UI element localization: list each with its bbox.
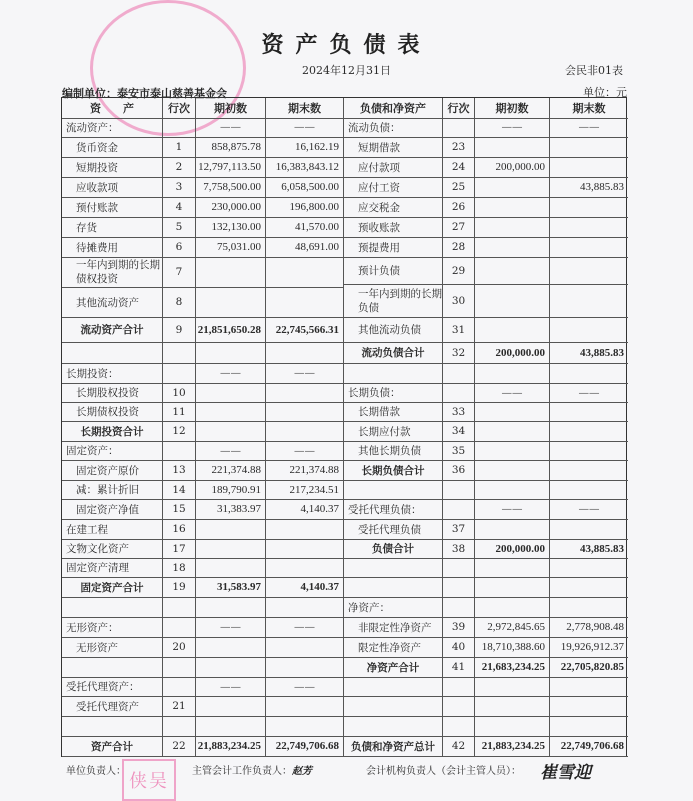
unit-label: 单位：元 — [583, 86, 627, 99]
asset-row-row-number: 5 — [163, 218, 196, 238]
asset-row-end-value — [266, 384, 344, 403]
asset-row-end-value: —— — [266, 678, 344, 697]
asset-row-end-value: 4,140.37 — [266, 500, 344, 520]
liability-row-row-number: 38 — [443, 540, 475, 559]
asset-row-begin-value: 75,031.00 — [196, 238, 266, 258]
asset-row-end-value: —— — [266, 118, 344, 138]
liability-row-row-number — [443, 481, 475, 500]
asset-row-begin-value — [196, 697, 266, 717]
asset-row-label: 流动资产： — [62, 118, 163, 138]
liability-row-begin-value — [475, 364, 550, 384]
liability-row-row-number: 33 — [443, 403, 475, 422]
asset-row-label: 受托代理资产： — [62, 678, 163, 697]
asset-row-begin-value — [196, 343, 266, 364]
asset-row-row-number: 21 — [163, 697, 196, 717]
column-header-left-begin: 期初数 — [196, 98, 266, 119]
asset-row-begin-value — [196, 598, 266, 618]
liability-row-end-value — [550, 578, 628, 598]
asset-row-begin-value: —— — [196, 442, 266, 461]
liability-row-label: 长期借款 — [344, 403, 443, 422]
liability-row-end-value: 43,885.83 — [550, 540, 628, 559]
liability-row-row-number — [443, 500, 475, 520]
liability-row-end-value: 19,926,912.37 — [550, 638, 628, 658]
liability-row-end-value — [550, 258, 628, 285]
liability-row-row-number: 25 — [443, 178, 475, 198]
asset-row-begin-value: 7,758,500.00 — [196, 178, 266, 198]
asset-row-label — [62, 343, 163, 364]
asset-row-label: 在建工程 — [62, 520, 163, 540]
liab-equity-total-label: 负债和净资产总计 — [344, 737, 443, 757]
asset-row-begin-value — [196, 384, 266, 403]
asset-row-end-value — [266, 638, 344, 658]
asset-row-end-value: —— — [266, 442, 344, 461]
liability-row-begin-value — [475, 422, 550, 442]
column-header-right-row: 行次 — [443, 98, 475, 119]
liability-row-label: 一年内到期的长期负债 — [344, 285, 443, 318]
asset-row-begin-value: —— — [196, 118, 266, 138]
liability-row-begin-value — [475, 442, 550, 461]
liability-row-begin-value — [475, 403, 550, 422]
liability-row-begin-value: 2,972,845.65 — [475, 618, 550, 638]
liability-row-label: 预计负债 — [344, 258, 443, 285]
liability-row-label — [344, 481, 443, 500]
organization-label: 编制单位：泰安市泰山慈善基金会 — [62, 87, 227, 100]
liability-row-end-value — [550, 318, 628, 343]
liability-row-label: 非限定性净资产 — [344, 618, 443, 638]
liability-row-begin-value: —— — [475, 384, 550, 403]
liability-row-end-value: 2,778,908.48 — [550, 618, 628, 638]
asset-row-label — [62, 717, 163, 737]
department-head-signature: 崔雪迎 — [540, 763, 591, 783]
liability-row-row-number — [443, 578, 475, 598]
asset-row-row-number: 3 — [163, 178, 196, 198]
asset-row-end-value — [266, 403, 344, 422]
liability-row-begin-value — [475, 218, 550, 238]
asset-row-row-number: 17 — [163, 540, 196, 559]
liability-row-label: 应付工资 — [344, 178, 443, 198]
asset-row-label: 长期投资合计 — [62, 422, 163, 442]
liability-row-row-number: 36 — [443, 461, 475, 481]
asset-row-label: 存货 — [62, 218, 163, 238]
asset-row-end-value — [266, 598, 344, 618]
liability-row-label — [344, 678, 443, 697]
liability-row-end-value: —— — [550, 500, 628, 520]
liability-row-end-value — [550, 158, 628, 178]
asset-row-begin-value — [196, 258, 266, 288]
liability-row-end-value: 43,885.83 — [550, 343, 628, 364]
asset-row-row-number: 16 — [163, 520, 196, 540]
asset-row-label: 固定资产： — [62, 442, 163, 461]
liability-row-row-number — [443, 364, 475, 384]
accounting-head-signature: 赵芳 — [292, 766, 312, 777]
asset-row-begin-value — [196, 638, 266, 658]
asset-row-begin-value — [196, 403, 266, 422]
liability-row-label — [344, 364, 443, 384]
liability-row-begin-value — [475, 520, 550, 540]
asset-row-end-value: 6,058,500.00 — [266, 178, 344, 198]
liability-row-end-value — [550, 198, 628, 218]
asset-row-label: 固定资产清理 — [62, 559, 163, 578]
unit-head-seal: 侠吴 — [122, 759, 176, 801]
asset-row-end-value: 221,374.88 — [266, 461, 344, 481]
liability-row-begin-value — [475, 461, 550, 481]
liability-row-row-number — [443, 118, 475, 138]
liability-row-label — [344, 559, 443, 578]
asset-row-row-number — [163, 118, 196, 138]
asset-row-begin-value: 858,875.78 — [196, 138, 266, 158]
asset-row-label: 流动资产合计 — [62, 318, 163, 343]
asset-row-begin-value — [196, 540, 266, 559]
asset-row-end-value — [266, 422, 344, 442]
asset-row-label: 待摊费用 — [62, 238, 163, 258]
asset-row-end-value — [266, 520, 344, 540]
liability-row-begin-value — [475, 138, 550, 158]
asset-row-label — [62, 658, 163, 678]
assets-total-end-value: 22,749,706.68 — [266, 737, 344, 757]
liability-row-row-number: 26 — [443, 198, 475, 218]
asset-row-end-value — [266, 658, 344, 678]
liability-row-end-value — [550, 717, 628, 737]
asset-row-end-value — [266, 258, 344, 288]
asset-row-end-value: 196,800.00 — [266, 198, 344, 218]
liability-row-begin-value — [475, 697, 550, 717]
asset-row-end-value: 48,691.00 — [266, 238, 344, 258]
liability-row-row-number: 41 — [443, 658, 475, 678]
asset-row-row-number — [163, 678, 196, 697]
asset-row-label: 长期债权投资 — [62, 403, 163, 422]
liability-row-begin-value — [475, 258, 550, 285]
report-date: 2024年12月31日 — [302, 64, 391, 77]
liability-row-row-number: 40 — [443, 638, 475, 658]
liability-row-label: 其他流动负债 — [344, 318, 443, 343]
asset-row-label: 无形资产： — [62, 618, 163, 638]
asset-row-label: 长期投资： — [62, 364, 163, 384]
liability-row-begin-value: 200,000.00 — [475, 343, 550, 364]
asset-row-label: 无形资产 — [62, 638, 163, 658]
asset-row-end-value — [266, 559, 344, 578]
asset-row-begin-value: 189,790.91 — [196, 481, 266, 500]
liability-row-row-number — [443, 697, 475, 717]
asset-row-row-number: 2 — [163, 158, 196, 178]
liability-row-begin-value — [475, 598, 550, 618]
liability-row-row-number: 30 — [443, 285, 475, 318]
asset-row-row-number — [163, 343, 196, 364]
asset-row-label: 预付账款 — [62, 198, 163, 218]
asset-row-begin-value: 230,000.00 — [196, 198, 266, 218]
footer-department-head — [366, 762, 521, 777]
liability-row-end-value: —— — [550, 384, 628, 403]
asset-row-label: 减：累计折旧 — [62, 481, 163, 500]
liability-row-row-number: 39 — [443, 618, 475, 638]
asset-row-end-value — [266, 288, 344, 318]
balance-sheet-table — [61, 97, 627, 757]
asset-row-begin-value: 132,130.00 — [196, 218, 266, 238]
asset-row-end-value: 4,140.37 — [266, 578, 344, 598]
asset-row-end-value: —— — [266, 364, 344, 384]
column-header-right-end: 期末数 — [550, 98, 628, 119]
liability-row-end-value: 43,885.83 — [550, 178, 628, 198]
footer-unit-head: 单位负责人： — [66, 766, 126, 777]
asset-row-row-number — [163, 618, 196, 638]
asset-row-label — [62, 598, 163, 618]
liability-row-row-number: 32 — [443, 343, 475, 364]
liability-row-label: 受托代理负债： — [344, 500, 443, 520]
asset-row-begin-value: 12,797,113.50 — [196, 158, 266, 178]
liability-row-row-number — [443, 384, 475, 403]
liability-row-label: 受托代理负债 — [344, 520, 443, 540]
asset-row-label: 文物文化资产 — [62, 540, 163, 559]
asset-row-row-number — [163, 598, 196, 618]
liability-row-label: 限定性净资产 — [344, 638, 443, 658]
asset-row-begin-value: 31,583.97 — [196, 578, 266, 598]
asset-row-end-value — [266, 717, 344, 737]
asset-row-row-number: 18 — [163, 559, 196, 578]
asset-row-end-value: 217,234.51 — [266, 481, 344, 500]
asset-row-label: 固定资产净值 — [62, 500, 163, 520]
liability-row-end-value — [550, 520, 628, 540]
liability-row-row-number: 27 — [443, 218, 475, 238]
asset-row-begin-value — [196, 658, 266, 678]
liability-row-end-value — [550, 442, 628, 461]
footer-accounting-head-label: 主管会计工作负责人： — [192, 766, 292, 777]
asset-row-row-number: 15 — [163, 500, 196, 520]
liability-row-begin-value: —— — [475, 118, 550, 138]
liab-equity-total-begin-value: 21,883,234.25 — [475, 737, 550, 757]
liability-row-label: 应交税金 — [344, 198, 443, 218]
asset-row-row-number: 11 — [163, 403, 196, 422]
liability-row-end-value — [550, 422, 628, 442]
liability-row-row-number: 35 — [443, 442, 475, 461]
asset-row-begin-value: 21,851,650.28 — [196, 318, 266, 343]
liability-row-row-number — [443, 559, 475, 578]
asset-row-label: 受托代理资产 — [62, 697, 163, 717]
asset-row-end-value: 22,745,566.31 — [266, 318, 344, 343]
liability-row-end-value — [550, 559, 628, 578]
footer-accounting-head — [192, 762, 312, 777]
asset-row-row-number: 20 — [163, 638, 196, 658]
asset-row-begin-value — [196, 717, 266, 737]
asset-row-begin-value — [196, 422, 266, 442]
liability-row-end-value — [550, 598, 628, 618]
asset-row-end-value: 16,383,843.12 — [266, 158, 344, 178]
liability-row-row-number — [443, 717, 475, 737]
asset-row-row-number: 6 — [163, 238, 196, 258]
column-header-right-name: 负债和净资产 — [344, 98, 443, 119]
liability-row-begin-value — [475, 717, 550, 737]
liability-row-end-value — [550, 238, 628, 258]
liability-row-row-number: 24 — [443, 158, 475, 178]
form-number: 会民非01表 — [565, 64, 623, 77]
liability-row-begin-value — [475, 481, 550, 500]
liability-row-end-value — [550, 403, 628, 422]
asset-row-begin-value — [196, 559, 266, 578]
liability-row-label: 预收账款 — [344, 218, 443, 238]
asset-row-end-value: 16,162.19 — [266, 138, 344, 158]
asset-row-end-value — [266, 540, 344, 559]
asset-row-label: 其他流动资产 — [62, 288, 163, 318]
liability-row-label: 长期负债： — [344, 384, 443, 403]
liability-row-begin-value: 200,000.00 — [475, 540, 550, 559]
liability-row-row-number: 28 — [443, 238, 475, 258]
liab-equity-total-end-value: 22,749,706.68 — [550, 737, 628, 757]
liability-row-end-value — [550, 364, 628, 384]
liability-row-row-number: 34 — [443, 422, 475, 442]
asset-row-end-value — [266, 697, 344, 717]
assets-total-row-number: 22 — [163, 737, 196, 757]
asset-row-begin-value — [196, 520, 266, 540]
liability-row-row-number — [443, 598, 475, 618]
asset-row-end-value: —— — [266, 618, 344, 638]
asset-row-begin-value: —— — [196, 618, 266, 638]
asset-row-row-number: 10 — [163, 384, 196, 403]
liability-row-begin-value — [475, 678, 550, 697]
liability-row-begin-value — [475, 198, 550, 218]
liab-equity-total-row-number: 42 — [443, 737, 475, 757]
liability-row-row-number: 37 — [443, 520, 475, 540]
assets-total-begin-value: 21,883,234.25 — [196, 737, 266, 757]
liability-row-label — [344, 578, 443, 598]
asset-row-row-number: 1 — [163, 138, 196, 158]
asset-row-begin-value: —— — [196, 364, 266, 384]
liability-row-label: 应付款项 — [344, 158, 443, 178]
liability-row-end-value: 22,705,820.85 — [550, 658, 628, 678]
asset-row-row-number: 14 — [163, 481, 196, 500]
liability-row-end-value — [550, 461, 628, 481]
liability-row-label: 负债合计 — [344, 540, 443, 559]
liability-row-label: 流动负债： — [344, 118, 443, 138]
asset-row-row-number: 12 — [163, 422, 196, 442]
liability-row-row-number: 29 — [443, 258, 475, 285]
asset-row-label: 一年内到期的长期债权投资 — [62, 258, 163, 288]
liability-row-label — [344, 717, 443, 737]
liability-row-label: 长期负债合计 — [344, 461, 443, 481]
asset-row-begin-value — [196, 288, 266, 318]
liability-row-begin-value: 21,683,234.25 — [475, 658, 550, 678]
liability-row-end-value — [550, 697, 628, 717]
asset-row-end-value — [266, 343, 344, 364]
liability-row-begin-value — [475, 238, 550, 258]
liability-row-begin-value — [475, 178, 550, 198]
liability-row-end-value — [550, 481, 628, 500]
asset-row-label: 货币资金 — [62, 138, 163, 158]
liability-row-label: 流动负债合计 — [344, 343, 443, 364]
asset-row-row-number: 4 — [163, 198, 196, 218]
asset-row-row-number: 9 — [163, 318, 196, 343]
asset-row-row-number — [163, 364, 196, 384]
asset-row-row-number: 7 — [163, 258, 196, 288]
liability-row-end-value — [550, 285, 628, 318]
asset-row-begin-value: 31,383.97 — [196, 500, 266, 520]
liability-row-begin-value: 18,710,388.60 — [475, 638, 550, 658]
liability-row-label — [344, 697, 443, 717]
asset-row-begin-value: —— — [196, 678, 266, 697]
asset-row-row-number — [163, 442, 196, 461]
liability-row-begin-value — [475, 578, 550, 598]
asset-row-row-number: 8 — [163, 288, 196, 318]
asset-row-label: 应收款项 — [62, 178, 163, 198]
liability-row-begin-value: 200,000.00 — [475, 158, 550, 178]
asset-row-label: 固定资产合计 — [62, 578, 163, 598]
liability-row-label: 预提费用 — [344, 238, 443, 258]
liability-row-label: 短期借款 — [344, 138, 443, 158]
liability-row-end-value — [550, 138, 628, 158]
asset-row-label: 短期投资 — [62, 158, 163, 178]
asset-row-begin-value: 221,374.88 — [196, 461, 266, 481]
liability-row-label: 其他长期负债 — [344, 442, 443, 461]
page-title: 资产负债表 — [261, 32, 432, 58]
liability-row-begin-value — [475, 559, 550, 578]
asset-row-label: 固定资产原价 — [62, 461, 163, 481]
liability-row-label: 净资产： — [344, 598, 443, 618]
asset-row-row-number — [163, 717, 196, 737]
column-header-left-end: 期末数 — [266, 98, 344, 119]
liability-row-label: 长期应付款 — [344, 422, 443, 442]
liability-row-begin-value — [475, 285, 550, 318]
asset-row-label: 长期股权投资 — [62, 384, 163, 403]
asset-row-row-number: 19 — [163, 578, 196, 598]
column-header-right-begin: 期初数 — [475, 98, 550, 119]
liability-row-row-number: 31 — [443, 318, 475, 343]
liability-row-end-value: —— — [550, 118, 628, 138]
liability-row-row-number — [443, 678, 475, 697]
column-header-left-name: 资 产 — [62, 98, 163, 119]
asset-row-row-number — [163, 658, 196, 678]
assets-total-label: 资产合计 — [62, 737, 163, 757]
column-header-left-row: 行次 — [163, 98, 196, 119]
liability-row-end-value — [550, 678, 628, 697]
asset-row-row-number: 13 — [163, 461, 196, 481]
liability-row-row-number: 23 — [443, 138, 475, 158]
liability-row-label: 净资产合计 — [344, 658, 443, 678]
liability-row-begin-value — [475, 318, 550, 343]
footer-department-head-label: 会计机构负责人（会计主管人员）： — [366, 766, 521, 777]
liability-row-begin-value: —— — [475, 500, 550, 520]
liability-row-end-value — [550, 218, 628, 238]
asset-row-end-value: 41,570.00 — [266, 218, 344, 238]
